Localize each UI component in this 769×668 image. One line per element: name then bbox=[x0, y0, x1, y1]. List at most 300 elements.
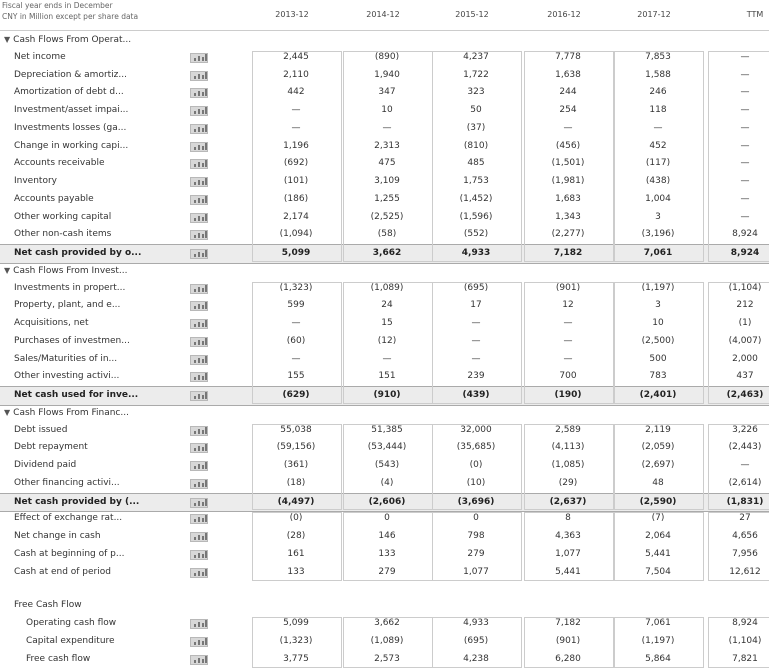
cell-value: 7,778 bbox=[524, 49, 612, 67]
value-group-border bbox=[524, 282, 614, 404]
cell-value: 783 bbox=[614, 368, 702, 386]
cell-value: 246 bbox=[614, 84, 702, 102]
cell-value: (1) bbox=[701, 315, 769, 333]
cell-value: (910) bbox=[343, 387, 431, 405]
cell-value: 2,313 bbox=[343, 138, 431, 156]
cell-value: — bbox=[701, 155, 769, 173]
cell-value: 437 bbox=[701, 368, 769, 386]
cell-value: 212 bbox=[701, 297, 769, 315]
bar-chart-icon[interactable] bbox=[190, 195, 208, 205]
cell-value: 17 bbox=[432, 297, 520, 315]
cell-value: 55,038 bbox=[252, 422, 340, 440]
cell-value: 2,573 bbox=[343, 651, 431, 668]
cell-value: (0) bbox=[252, 510, 340, 528]
cell-value: — bbox=[524, 333, 612, 351]
cell-value: (361) bbox=[252, 457, 340, 475]
cell-value: 10 bbox=[614, 315, 702, 333]
cell-value: (2,525) bbox=[343, 209, 431, 227]
column-header-ttm[interactable]: TTM bbox=[715, 10, 769, 19]
cell-value: 3 bbox=[614, 209, 702, 227]
cell-value: 24 bbox=[343, 297, 431, 315]
cell-value: 133 bbox=[343, 546, 431, 564]
cell-value: (29) bbox=[524, 475, 612, 493]
cell-value: — bbox=[343, 120, 431, 138]
cell-value: 12 bbox=[524, 297, 612, 315]
cell-value: 279 bbox=[432, 546, 520, 564]
section-header-row[interactable] bbox=[0, 262, 769, 280]
cell-value: (1,197) bbox=[614, 633, 702, 651]
bar-chart-icon[interactable] bbox=[190, 372, 208, 382]
row-label: Acquisitions, net bbox=[14, 315, 88, 333]
cell-value: (552) bbox=[432, 226, 520, 244]
bar-chart-icon[interactable] bbox=[190, 142, 208, 152]
cell-value: 2,000 bbox=[701, 351, 769, 369]
cell-value: 7,956 bbox=[701, 546, 769, 564]
cell-value: 8,924 bbox=[701, 615, 769, 633]
cell-value: 7,061 bbox=[614, 615, 702, 633]
value-group-border bbox=[708, 512, 769, 581]
column-header-2014[interactable]: 2014-12 bbox=[343, 10, 423, 19]
value-group-border bbox=[252, 617, 342, 668]
bar-chart-icon[interactable] bbox=[190, 532, 208, 542]
cell-value: 1,683 bbox=[524, 191, 612, 209]
section-label[interactable] bbox=[4, 404, 129, 423]
cell-value: (901) bbox=[524, 280, 612, 298]
cell-value: 452 bbox=[614, 138, 702, 156]
cell-value: 48 bbox=[614, 475, 702, 493]
cell-value: 50 bbox=[432, 102, 520, 120]
cell-value: (18) bbox=[252, 475, 340, 493]
currency-note: CNY in Million except per share data bbox=[2, 11, 138, 22]
section-title: Cash Flows From Invest... bbox=[13, 266, 127, 276]
cell-value: 323 bbox=[432, 84, 520, 102]
bar-chart-icon[interactable] bbox=[190, 53, 208, 63]
value-group-border bbox=[432, 617, 522, 668]
cell-value: 12,612 bbox=[701, 564, 769, 582]
column-header-2017[interactable]: 2017-12 bbox=[614, 10, 694, 19]
cell-value: — bbox=[252, 315, 340, 333]
cell-value: (2,059) bbox=[614, 439, 702, 457]
row-label: Investment/asset impai... bbox=[14, 102, 128, 120]
cell-value: 347 bbox=[343, 84, 431, 102]
row-label: Investments losses (ga... bbox=[14, 120, 126, 138]
cell-value: 1,004 bbox=[614, 191, 702, 209]
cell-value: 1,588 bbox=[614, 67, 702, 85]
section-label[interactable] bbox=[4, 31, 131, 50]
row-label: Change in working capi... bbox=[14, 138, 128, 156]
bar-chart-icon[interactable] bbox=[190, 301, 208, 311]
row-label: Free Cash Flow bbox=[14, 597, 82, 615]
fiscal-year-note: Fiscal year ends in December bbox=[2, 0, 113, 11]
value-group-border bbox=[614, 282, 704, 404]
cell-value: 10 bbox=[343, 102, 431, 120]
cell-value: 1,753 bbox=[432, 173, 520, 191]
cell-value: (186) bbox=[252, 191, 340, 209]
cell-value: (439) bbox=[432, 387, 520, 405]
cell-value: (101) bbox=[252, 173, 340, 191]
row-label: Dividend paid bbox=[14, 457, 76, 475]
cell-value: 5,099 bbox=[252, 245, 340, 263]
cell-value: 2,119 bbox=[614, 422, 702, 440]
cell-value: — bbox=[252, 120, 340, 138]
cell-value: 27 bbox=[701, 510, 769, 528]
cell-value: — bbox=[701, 67, 769, 85]
cell-value: (695) bbox=[432, 280, 520, 298]
value-group-border bbox=[432, 282, 522, 404]
cell-value: 442 bbox=[252, 84, 340, 102]
cell-value: (1,085) bbox=[524, 457, 612, 475]
row-label: Net income bbox=[14, 49, 66, 67]
bar-chart-icon[interactable] bbox=[190, 159, 208, 169]
value-group-border bbox=[524, 51, 614, 262]
free-cash-flow-heading-row bbox=[0, 597, 769, 615]
row-label: Purchases of investmen... bbox=[14, 333, 130, 351]
cell-value: (4,007) bbox=[701, 333, 769, 351]
row-label: Net cash used for inve... bbox=[14, 387, 138, 405]
cell-value: (12) bbox=[343, 333, 431, 351]
cell-value: (7) bbox=[614, 510, 702, 528]
cell-value: 5,099 bbox=[252, 615, 340, 633]
cell-value: 700 bbox=[524, 368, 612, 386]
row-label: Sales/Maturities of in... bbox=[14, 351, 117, 369]
bar-chart-icon[interactable] bbox=[190, 106, 208, 116]
cell-value: 5,441 bbox=[614, 546, 702, 564]
collapse-triangle-icon[interactable]: ▼ bbox=[4, 408, 10, 417]
cell-value: — bbox=[252, 102, 340, 120]
cell-value: 7,061 bbox=[614, 245, 702, 263]
column-header-2013[interactable]: 2013-12 bbox=[252, 10, 332, 19]
bar-chart-icon[interactable] bbox=[190, 230, 208, 240]
cell-value: — bbox=[701, 173, 769, 191]
bar-chart-icon[interactable] bbox=[190, 655, 208, 665]
cell-value: — bbox=[701, 84, 769, 102]
cell-value: 5,864 bbox=[614, 651, 702, 668]
cell-value: 279 bbox=[343, 564, 431, 582]
value-group-border bbox=[252, 282, 342, 404]
cell-value: 239 bbox=[432, 368, 520, 386]
cell-value: — bbox=[614, 120, 702, 138]
cell-value: — bbox=[432, 351, 520, 369]
cell-value: 4,656 bbox=[701, 528, 769, 546]
cell-value: — bbox=[701, 209, 769, 227]
cell-value: 1,343 bbox=[524, 209, 612, 227]
cell-value: (1,323) bbox=[252, 633, 340, 651]
value-group-border bbox=[614, 51, 704, 262]
cell-value: (1,831) bbox=[701, 494, 769, 512]
cell-value: (4) bbox=[343, 475, 431, 493]
cell-value: (1,501) bbox=[524, 155, 612, 173]
bar-chart-icon[interactable] bbox=[190, 443, 208, 453]
cell-value: 2,110 bbox=[252, 67, 340, 85]
cell-value: — bbox=[432, 315, 520, 333]
bar-chart-icon[interactable] bbox=[190, 637, 208, 647]
cell-value: (2,637) bbox=[524, 494, 612, 512]
bar-chart-icon[interactable] bbox=[190, 249, 208, 259]
cell-value: (629) bbox=[252, 387, 340, 405]
value-group-border bbox=[252, 512, 342, 581]
cell-value: 2,445 bbox=[252, 49, 340, 67]
cell-value: — bbox=[701, 102, 769, 120]
cell-value: (58) bbox=[343, 226, 431, 244]
cell-value: 2,064 bbox=[614, 528, 702, 546]
bar-chart-icon[interactable] bbox=[190, 284, 208, 294]
cell-value: (810) bbox=[432, 138, 520, 156]
cell-value: (438) bbox=[614, 173, 702, 191]
value-group-border bbox=[708, 617, 769, 668]
cell-value: 5,441 bbox=[524, 564, 612, 582]
cell-value: (2,463) bbox=[701, 387, 769, 405]
row-label: Other financing activi... bbox=[14, 475, 120, 493]
row-label: Accounts receivable bbox=[14, 155, 105, 173]
cell-value: (2,606) bbox=[343, 494, 431, 512]
cell-value: (1,596) bbox=[432, 209, 520, 227]
cell-value: 0 bbox=[343, 510, 431, 528]
bar-chart-icon[interactable] bbox=[190, 355, 208, 365]
value-group-border bbox=[432, 424, 522, 511]
bar-chart-icon[interactable] bbox=[190, 514, 208, 524]
cell-value: 2,589 bbox=[524, 422, 612, 440]
cell-value: 8 bbox=[524, 510, 612, 528]
row-label: Inventory bbox=[14, 173, 57, 191]
row-label: Net change in cash bbox=[14, 528, 101, 546]
cell-value: 3,662 bbox=[343, 245, 431, 263]
cell-value: 155 bbox=[252, 368, 340, 386]
cell-value: (2,590) bbox=[614, 494, 702, 512]
section-title: Cash Flows From Financ... bbox=[13, 408, 129, 418]
cell-value: 7,504 bbox=[614, 564, 702, 582]
value-group-border bbox=[524, 424, 614, 511]
cell-value: 133 bbox=[252, 564, 340, 582]
cell-value: — bbox=[343, 351, 431, 369]
section-label[interactable] bbox=[4, 262, 127, 281]
cell-value: 3,775 bbox=[252, 651, 340, 668]
cell-value: (3,696) bbox=[432, 494, 520, 512]
row-label: Net cash provided by (... bbox=[14, 494, 139, 512]
cell-value: — bbox=[701, 457, 769, 475]
section-title: Cash Flows From Operat... bbox=[13, 35, 131, 45]
cell-value: (456) bbox=[524, 138, 612, 156]
bar-chart-icon[interactable] bbox=[190, 391, 208, 401]
cell-value: 3 bbox=[614, 297, 702, 315]
cell-value: 500 bbox=[614, 351, 702, 369]
cell-value: — bbox=[524, 315, 612, 333]
cell-value: 4,933 bbox=[432, 615, 520, 633]
cell-value: (901) bbox=[524, 633, 612, 651]
cell-value: (1,089) bbox=[343, 280, 431, 298]
cell-value: 1,255 bbox=[343, 191, 431, 209]
cell-value: (10) bbox=[432, 475, 520, 493]
row-label: Cash at end of period bbox=[14, 564, 111, 582]
cell-value: 4,933 bbox=[432, 245, 520, 263]
row-label: Other working capital bbox=[14, 209, 111, 227]
row-label: Debt issued bbox=[14, 422, 67, 440]
cell-value: (2,277) bbox=[524, 226, 612, 244]
cell-value: (1,197) bbox=[614, 280, 702, 298]
value-group-border bbox=[343, 51, 433, 262]
row-label: Effect of exchange rat... bbox=[14, 510, 122, 528]
cell-value: (1,981) bbox=[524, 173, 612, 191]
cell-value: 7,821 bbox=[701, 651, 769, 668]
section-header-row[interactable] bbox=[0, 404, 769, 422]
cell-value: (2,500) bbox=[614, 333, 702, 351]
bar-chart-icon[interactable] bbox=[190, 568, 208, 578]
bar-chart-icon[interactable] bbox=[190, 461, 208, 471]
cell-value: (117) bbox=[614, 155, 702, 173]
value-group-border bbox=[614, 512, 704, 581]
cell-value: 118 bbox=[614, 102, 702, 120]
value-group-border bbox=[432, 51, 522, 262]
cell-value: (2,614) bbox=[701, 475, 769, 493]
row-label: Debt repayment bbox=[14, 439, 88, 457]
bar-chart-icon[interactable] bbox=[190, 177, 208, 187]
value-group-border bbox=[343, 617, 433, 668]
cell-value: 3,109 bbox=[343, 173, 431, 191]
row-label: Capital expenditure bbox=[26, 633, 115, 651]
bar-chart-icon[interactable] bbox=[190, 619, 208, 629]
cell-value: 15 bbox=[343, 315, 431, 333]
value-group-border bbox=[708, 282, 769, 404]
value-group-border bbox=[708, 424, 769, 511]
cell-value: (59,156) bbox=[252, 439, 340, 457]
cell-value: 599 bbox=[252, 297, 340, 315]
cell-value: 475 bbox=[343, 155, 431, 173]
cell-value: 2,174 bbox=[252, 209, 340, 227]
cell-value: 1,940 bbox=[343, 67, 431, 85]
cell-value: — bbox=[701, 120, 769, 138]
cell-value: (4,497) bbox=[252, 494, 340, 512]
cell-value: — bbox=[524, 351, 612, 369]
row-label: Cash at beginning of p... bbox=[14, 546, 124, 564]
row-label: Net cash provided by o... bbox=[14, 245, 141, 263]
cell-value: (190) bbox=[524, 387, 612, 405]
cell-value: 1,638 bbox=[524, 67, 612, 85]
cell-value: 1,722 bbox=[432, 67, 520, 85]
cell-value: (28) bbox=[252, 528, 340, 546]
row-label: Depreciation & amortiz... bbox=[14, 67, 127, 85]
cell-value: 485 bbox=[432, 155, 520, 173]
cell-value: (890) bbox=[343, 49, 431, 67]
value-group-border bbox=[614, 617, 704, 668]
cell-value: 6,280 bbox=[524, 651, 612, 668]
bar-chart-icon[interactable] bbox=[190, 479, 208, 489]
cell-value: 3,662 bbox=[343, 615, 431, 633]
cell-value: 4,363 bbox=[524, 528, 612, 546]
cell-value: — bbox=[701, 191, 769, 209]
cell-value: (1,323) bbox=[252, 280, 340, 298]
row-label: Investments in propert... bbox=[14, 280, 125, 298]
cell-value: 1,196 bbox=[252, 138, 340, 156]
cell-value: (0) bbox=[432, 457, 520, 475]
cell-value: — bbox=[524, 120, 612, 138]
cell-value: (1,452) bbox=[432, 191, 520, 209]
collapse-triangle-icon[interactable]: ▼ bbox=[4, 35, 10, 44]
cell-value: (2,443) bbox=[701, 439, 769, 457]
cell-value: 51,385 bbox=[343, 422, 431, 440]
cell-value: 7,853 bbox=[614, 49, 702, 67]
cell-value: 798 bbox=[432, 528, 520, 546]
row-label: Free cash flow bbox=[26, 651, 90, 668]
cell-value: 7,182 bbox=[524, 245, 612, 263]
cell-value: (2,697) bbox=[614, 457, 702, 475]
row-label: Accounts payable bbox=[14, 191, 94, 209]
section-header-row[interactable] bbox=[0, 31, 769, 49]
cell-value: 7,182 bbox=[524, 615, 612, 633]
cell-value: (4,113) bbox=[524, 439, 612, 457]
cell-value: 32,000 bbox=[432, 422, 520, 440]
bar-chart-icon[interactable] bbox=[190, 213, 208, 223]
cell-value: (1,104) bbox=[701, 280, 769, 298]
cell-value: 151 bbox=[343, 368, 431, 386]
bar-chart-icon[interactable] bbox=[190, 319, 208, 329]
cell-value: 1,077 bbox=[432, 564, 520, 582]
cell-value: 4,238 bbox=[432, 651, 520, 668]
cell-value: (35,685) bbox=[432, 439, 520, 457]
cell-value: 4,237 bbox=[432, 49, 520, 67]
cell-value: (2,401) bbox=[614, 387, 702, 405]
value-group-border bbox=[252, 51, 342, 262]
column-header-2015[interactable]: 2015-12 bbox=[432, 10, 512, 19]
value-group-border bbox=[432, 512, 522, 581]
bar-chart-icon[interactable] bbox=[190, 88, 208, 98]
cell-value: — bbox=[432, 333, 520, 351]
bar-chart-icon[interactable] bbox=[190, 337, 208, 347]
cell-value: 3,226 bbox=[701, 422, 769, 440]
value-group-border bbox=[343, 512, 433, 581]
cell-value: 8,924 bbox=[701, 245, 769, 263]
cell-value: (1,094) bbox=[252, 226, 340, 244]
value-group-border bbox=[343, 282, 433, 404]
bar-chart-icon[interactable] bbox=[190, 71, 208, 81]
value-group-border bbox=[524, 617, 614, 668]
cell-value: (37) bbox=[432, 120, 520, 138]
value-group-border bbox=[524, 512, 614, 581]
cell-value: (692) bbox=[252, 155, 340, 173]
cell-value: 8,924 bbox=[701, 226, 769, 244]
cell-value: — bbox=[701, 138, 769, 156]
row-label: Property, plant, and e... bbox=[14, 297, 120, 315]
value-group-border bbox=[252, 424, 342, 511]
cell-value: (695) bbox=[432, 633, 520, 651]
cell-value: 244 bbox=[524, 84, 612, 102]
cell-value: (53,444) bbox=[343, 439, 431, 457]
bar-chart-icon[interactable] bbox=[190, 426, 208, 436]
bar-chart-icon[interactable] bbox=[190, 498, 208, 508]
bar-chart-icon[interactable] bbox=[190, 550, 208, 560]
cell-value: 1,077 bbox=[524, 546, 612, 564]
collapse-triangle-icon[interactable]: ▼ bbox=[4, 266, 10, 275]
cell-value: 146 bbox=[343, 528, 431, 546]
value-group-border bbox=[708, 51, 769, 262]
cell-value: 161 bbox=[252, 546, 340, 564]
cell-value: (3,196) bbox=[614, 226, 702, 244]
cell-value: — bbox=[701, 49, 769, 67]
cell-value: 254 bbox=[524, 102, 612, 120]
bar-chart-icon[interactable] bbox=[190, 124, 208, 134]
cell-value: — bbox=[252, 351, 340, 369]
cell-value: (543) bbox=[343, 457, 431, 475]
cell-value: (1,089) bbox=[343, 633, 431, 651]
value-group-border bbox=[614, 424, 704, 511]
row-label: Other investing activi... bbox=[14, 368, 119, 386]
value-group-border bbox=[343, 424, 433, 511]
cell-value: 0 bbox=[432, 510, 520, 528]
row-label: Other non-cash items bbox=[14, 226, 111, 244]
cell-value: (60) bbox=[252, 333, 340, 351]
cell-value: (1,104) bbox=[701, 633, 769, 651]
row-label: Amortization of debt d... bbox=[14, 84, 124, 102]
row-label: Operating cash flow bbox=[26, 615, 116, 633]
column-header-2016[interactable]: 2016-12 bbox=[524, 10, 604, 19]
